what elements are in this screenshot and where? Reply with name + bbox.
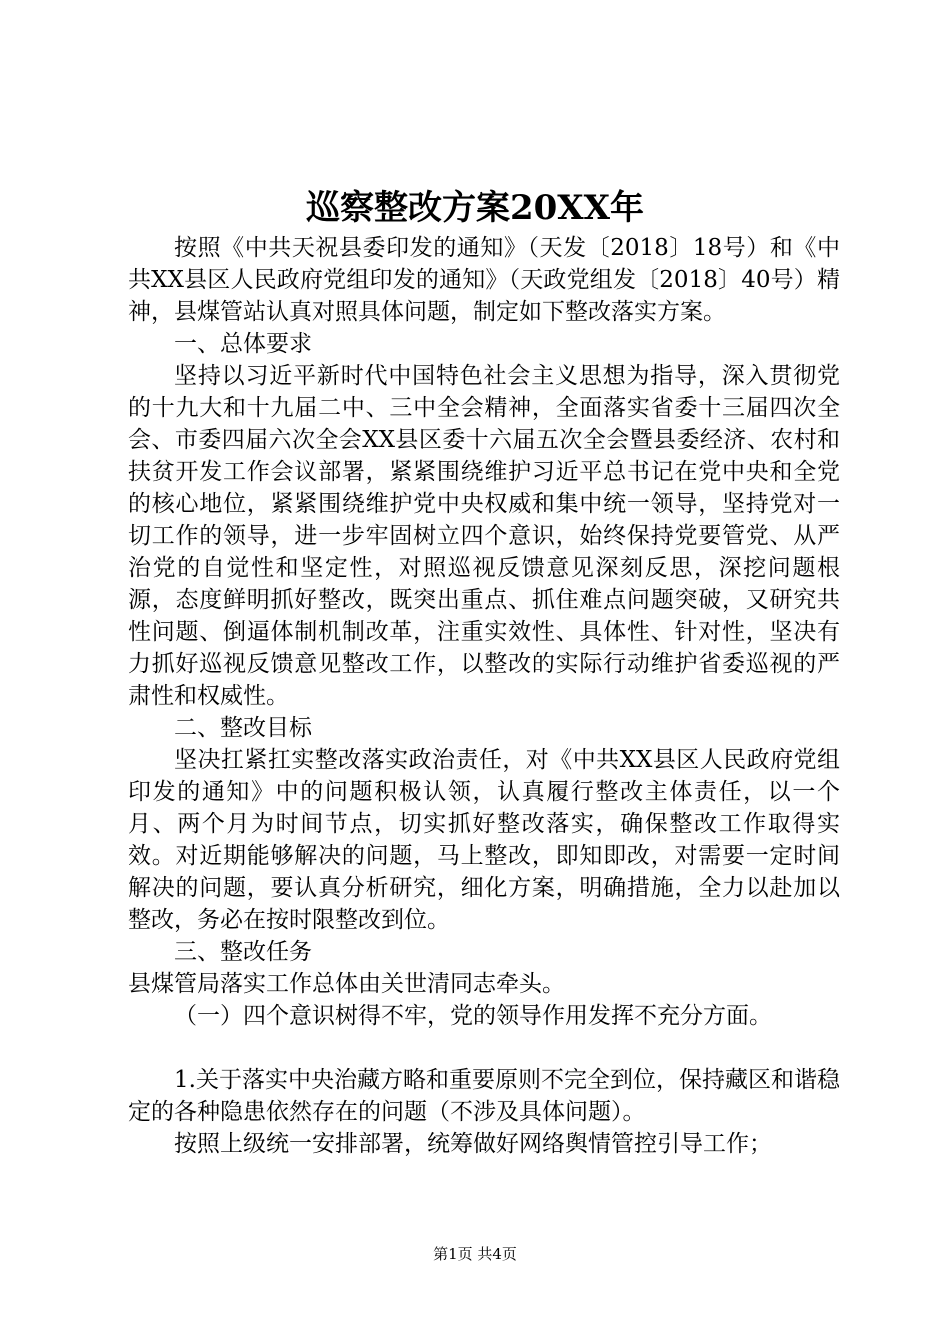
tasks-lead-paragraph: 县煤管局落实工作总体由关世清同志牵头。: [128, 971, 565, 997]
document-title: 巡察整改方案20XX年: [305, 188, 645, 228]
section-heading-rectification-goals: 二、整改目标: [174, 715, 312, 741]
document-body: [128, 232, 840, 1160]
section-heading-general-requirements: 一、总体要求: [174, 331, 312, 357]
section-heading-rectification-tasks: 三、整改任务: [174, 939, 312, 965]
item-1-measure-paragraph: 按照上级统一安排部署，统筹做好网络舆情管控引导工作；: [174, 1131, 772, 1157]
item-1-paragraph: 1.关于落实中央治藏方略和重要原则不完全到位，保持藏区和谐稳定的各种隐患依然存在的问题（不涉及具体问题）。: [128, 1067, 840, 1125]
rectification-goals-paragraph: 坚决扛紧扛实整改落实政治责任，对《中共XX县区人民政府党组印发的通知》中的问题积极认领，认真履行整改主体责任，以一个月、两个月为时间节点，切实抓好整改落实，确保整改工作取得实效。对近期能够解决的问题，马上整改，即知即改，对需要一定时间解决的问题，要认真分析研究，细化方案，明确措施，全力以赴加以整改，务必在按时限整改到位。: [128, 747, 840, 933]
general-requirements-paragraph: 坚持以习近平新时代中国特色社会主义思想为指导，深入贯彻党的十九大和十九届二中、三中全会精神，全面落实省委十三届四次全会、市委四届六次全会XX县区委十六届五次全会暨县委经济、农村和扶贫开发工作会议部署，紧紧围绕维护习近平总书记在党中央和全党的核心地位，紧紧围绕维护党中央权威和集中统一领导，坚持党对一切工作的领导，进一步牢固树立四个意识，始终保持党要管党、从严治党的自觉性和坚定性，对照巡视反馈意见深刻反思，深挖问题根源，态度鲜明抓好整改，既突出重点、抓住难点问题突破，又研究共性问题、倒逼体制机制改革，注重实效性、具体性、针对性，坚决有力抓好巡视反馈意见整改工作，以整改的实际行动维护省委巡视的严肃性和权威性。: [128, 363, 840, 709]
intro-paragraph: 按照《中共天祝县委印发的通知》（天发〔2018〕18号）和《中共XX县区人民政府党组印发的通知》（天政党组发〔2018〕40号）精神，县煤管站认真对照具体问题，制定如下整改落实方案。: [128, 235, 840, 325]
page-footer: 第1页 共4页: [433, 1245, 517, 1263]
subsection-heading-1: （一）四个意识树得不牢，党的领导作用发挥不充分方面。: [174, 1003, 772, 1029]
blank-line: [128, 1032, 840, 1064]
